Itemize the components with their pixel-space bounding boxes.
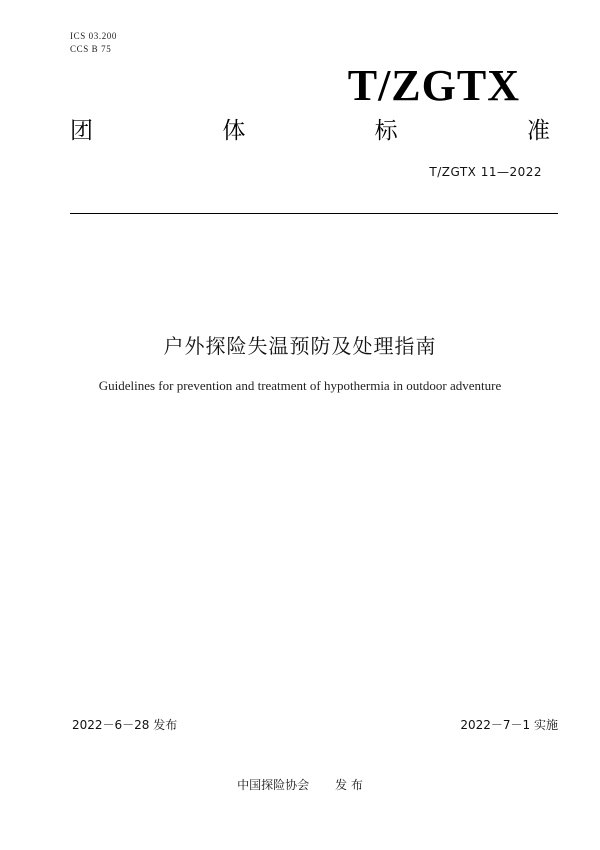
classification-codes (70, 30, 117, 56)
publisher-name: 中国探险协会 (237, 778, 310, 792)
doc-type-char: 团 (70, 118, 93, 144)
title-chinese: 户外探险失温预防及处理指南 (163, 334, 437, 358)
publisher-line (0, 776, 600, 793)
implement-date: 2022－7－1 实施 (460, 718, 558, 732)
publisher-action: 发 布 (335, 778, 363, 792)
doc-type-char: 标 (374, 118, 398, 144)
title-english: Guidelines for prevention and treatment of hypothermia in outdoor adventure (98, 378, 502, 393)
document-number: T/ZGTX 11—2022 (429, 165, 542, 179)
publish-date: 2022－6－28 发布 (72, 718, 178, 732)
document-type (70, 112, 550, 145)
header-divider (70, 213, 558, 214)
ics-code: ICS 03.200 (70, 31, 118, 41)
ccs-code: CCS B 75 (70, 44, 112, 54)
doc-type-char: 准 (526, 118, 550, 144)
standard-brand: T/ZGTX (347, 61, 520, 110)
doc-type-char: 体 (222, 118, 246, 144)
